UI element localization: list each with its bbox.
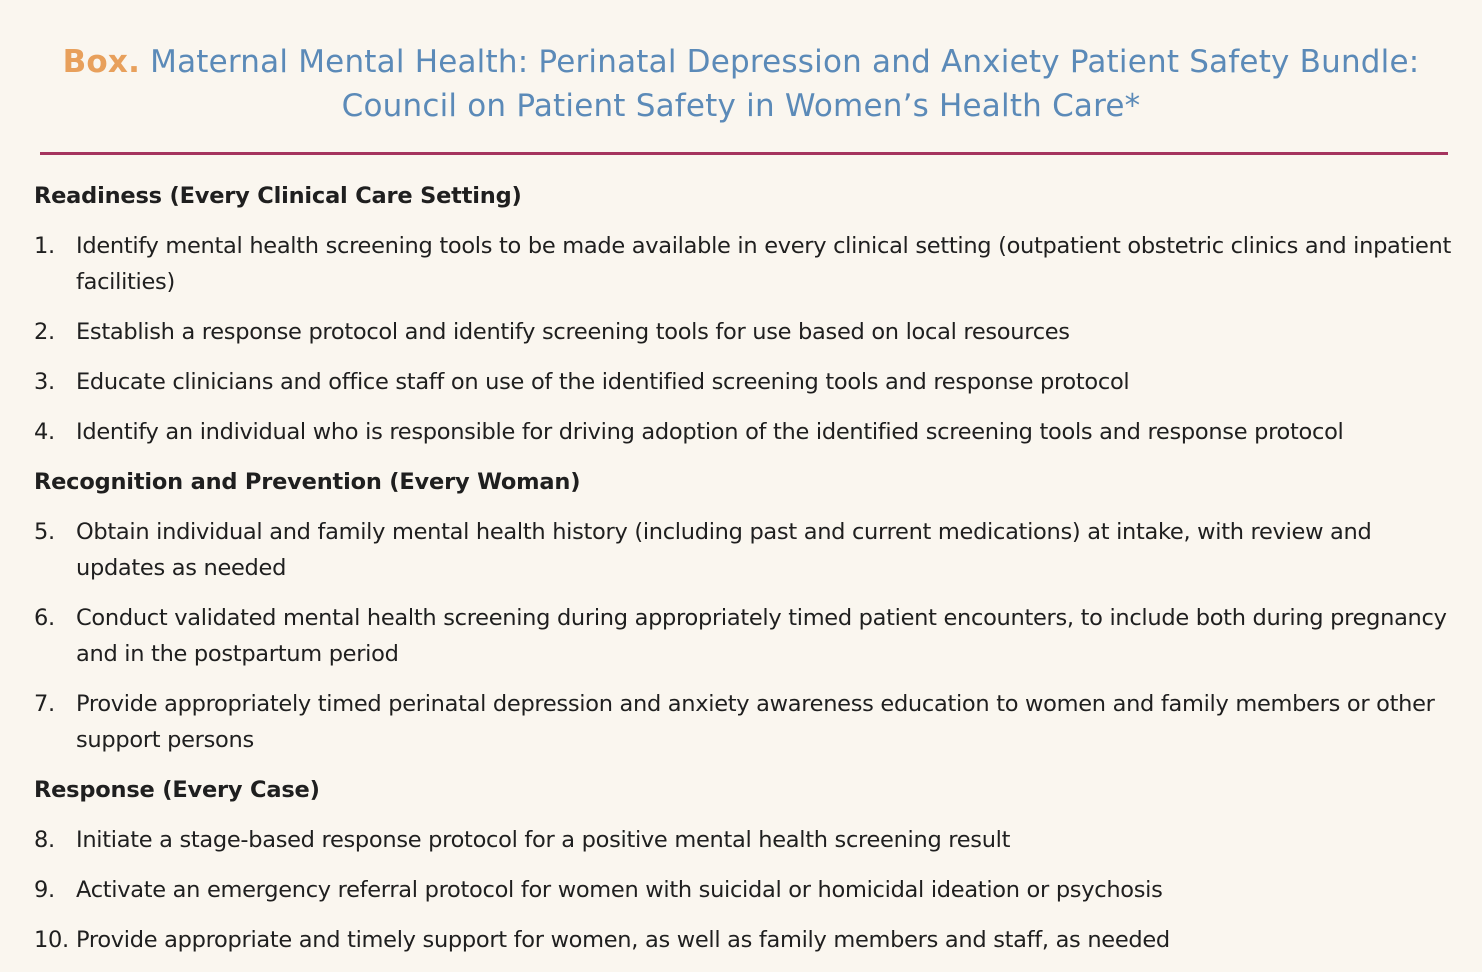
section-heading-recognition: Recognition and Prevention (Every Woman) (34, 469, 581, 495)
item-number: 9. (34, 877, 55, 903)
item-number: 10. (34, 927, 69, 953)
box-title (0, 40, 1482, 128)
item-number: 3. (34, 369, 55, 395)
title-divider (40, 152, 1448, 155)
list-item (34, 314, 1464, 350)
list-item (34, 514, 1464, 586)
list-item (34, 872, 1464, 908)
box-title-line1: Maternal Mental Health: Perinatal Depression and Anxiety Patient Safety Bundle: (150, 44, 1420, 80)
item-text: Identify an individual who is responsible for driving adoption of the identified screening tools and response protocol (76, 419, 1344, 445)
list-item (34, 922, 1464, 958)
item-number: 5. (34, 519, 55, 545)
bundle-content (34, 178, 1464, 972)
section-heading-readiness: Readiness (Every Clinical Care Setting) (34, 183, 522, 209)
section-heading-response: Response (Every Case) (34, 777, 320, 803)
item-text: Activate an emergency referral protocol for women with suicidal or homicidal ideation or psychosis (76, 877, 1163, 903)
box-label: Box. (62, 44, 141, 80)
item-text: Identify mental health screening tools to be made available in every clinical setting (outpatient obstetric clinics and inpatient facilities) (76, 233, 1452, 295)
item-text: Establish a response protocol and identify screening tools for use based on local resources (76, 319, 1070, 345)
list-item (34, 414, 1464, 450)
item-number: 8. (34, 827, 55, 853)
item-number: 6. (34, 605, 55, 631)
item-text: Obtain individual and family mental health history (including past and current medications) at intake, with review and updates as needed (76, 519, 1372, 581)
box-title-line2: Council on Patient Safety in Women’s Health Care* (341, 88, 1141, 124)
item-number: 7. (34, 691, 55, 717)
item-number: 1. (34, 233, 55, 259)
item-text: Provide appropriately timed perinatal depression and anxiety awareness education to women and family members or other support persons (76, 691, 1435, 753)
item-text: Educate clinicians and office staff on use of the identified screening tools and response protocol (76, 369, 1130, 395)
item-text: Initiate a stage-based response protocol for a positive mental health screening result (76, 827, 1011, 853)
item-number: 4. (34, 419, 55, 445)
list-item (34, 822, 1464, 858)
item-number: 2. (34, 319, 55, 345)
item-text: Conduct validated mental health screening during appropriately timed patient encounters, to include both during pregnancy and in the postpartum period (76, 605, 1447, 667)
item-text: Provide appropriate and timely support for women, as well as family members and staff, as needed (76, 927, 1170, 953)
list-item (34, 600, 1464, 672)
list-item (34, 364, 1464, 400)
list-item (34, 228, 1464, 300)
list-item (34, 686, 1464, 758)
